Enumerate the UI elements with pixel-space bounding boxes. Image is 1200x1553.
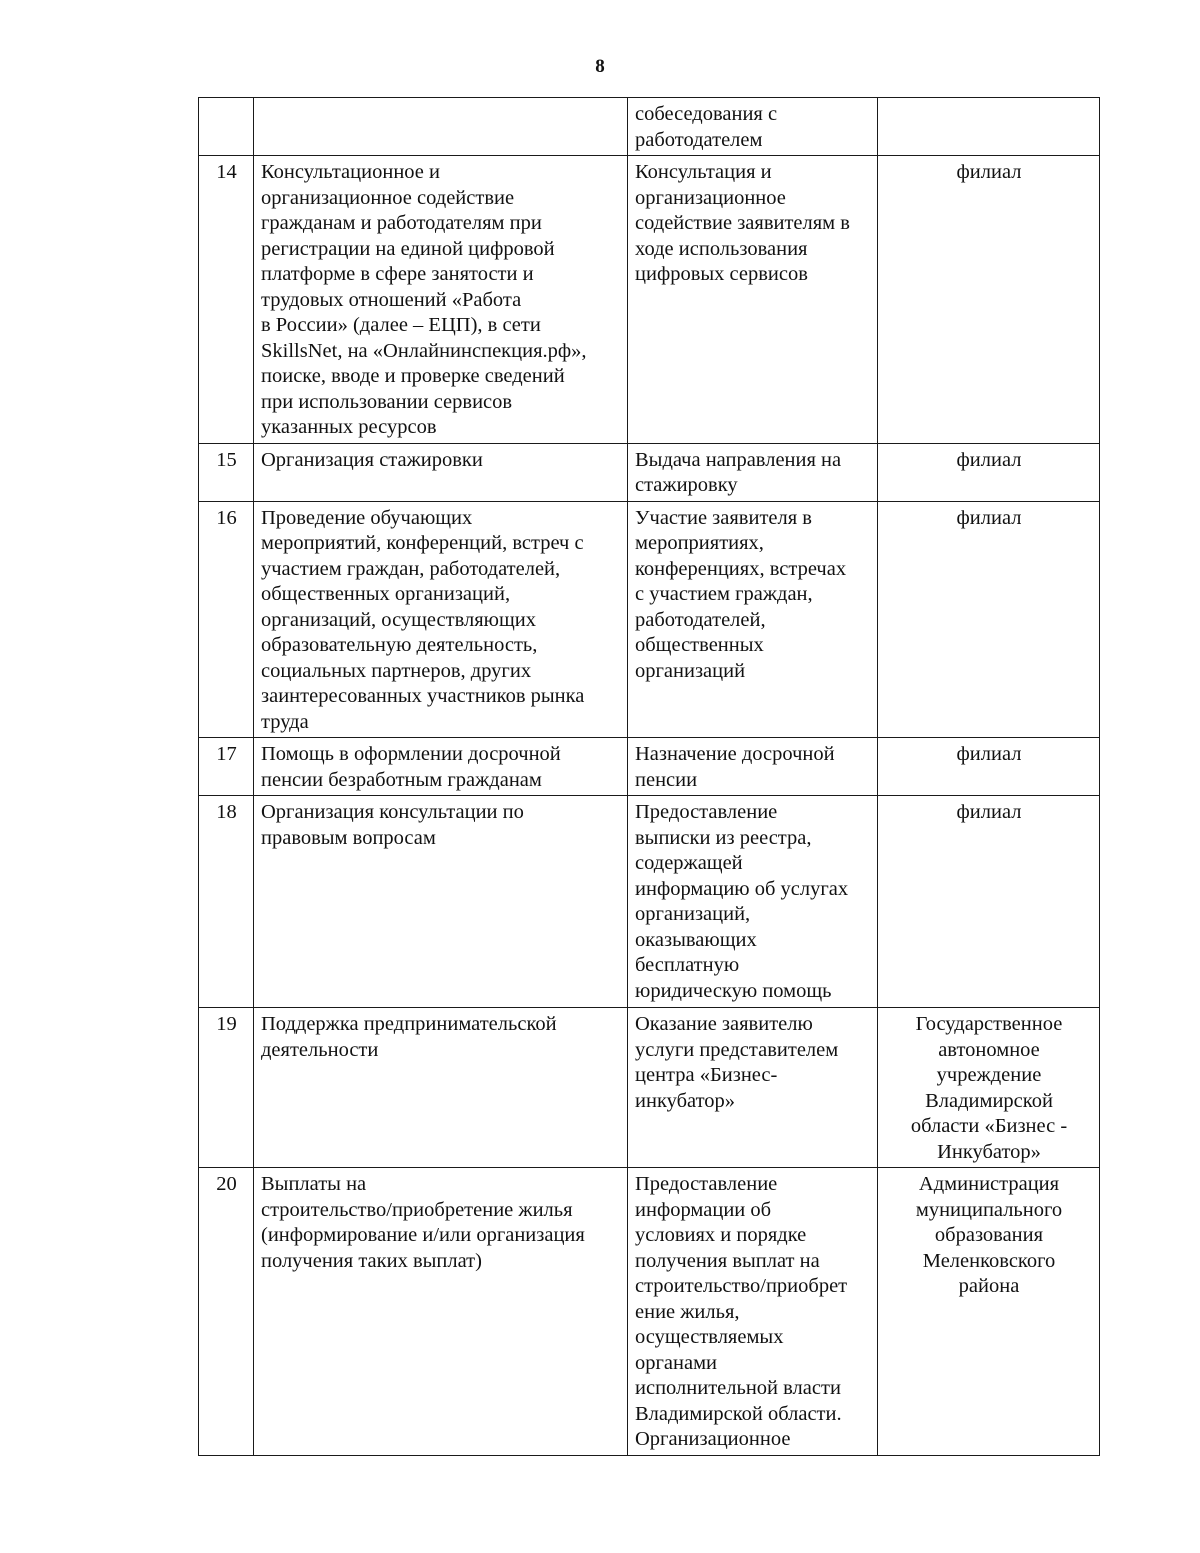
service-result-cell: Консультация и организационное содействие заявителям в ходе использования цифровых сервисов <box>628 156 878 444</box>
service-name-cell: Консультационное и организационное содействие гражданам и работодателям при регистрации на единой цифровой платформе в сфере занятости и трудовых отношений «Работа в России» (далее – ЕЦП), в сети SkillsNet, на «Онлайнинспекция.рф», поиске, вводе и проверке сведений при использовании сервисов указанных ресурсов <box>254 156 628 444</box>
service-name-cell: Организация консультации по правовым вопросам <box>254 796 628 1008</box>
row-number-cell: 16 <box>199 501 254 738</box>
provider-cell: филиал <box>878 501 1100 738</box>
service-result-cell: Предоставление выписки из реестра, содержащей информацию об услугах организаций, оказывающих бесплатную юридическую помощь <box>628 796 878 1008</box>
table-row <box>199 98 1100 156</box>
services-table <box>198 97 1100 1456</box>
provider-cell: Государственное автономное учреждение Владимирской области «Бизнес - Инкубатор» <box>878 1008 1100 1168</box>
provider-cell: филиал <box>878 156 1100 444</box>
row-number-cell: 14 <box>199 156 254 444</box>
service-name-cell: Проведение обучающих мероприятий, конференций, встреч с участием граждан, работодателей, общественных организаций, организаций, осуществляющих образовательную деятельность, социальных партнеров, других заинтересованных участников рынка труда <box>254 501 628 738</box>
table-row <box>199 501 1100 738</box>
service-result-cell: собеседования с работодателем <box>628 98 878 156</box>
provider-cell: филиал <box>878 738 1100 796</box>
row-number-cell: 18 <box>199 796 254 1008</box>
row-number-cell: 20 <box>199 1168 254 1456</box>
service-result-cell: Предоставление информации об условиях и порядке получения выплат на строительство/приобрет ение жилья, осуществляемых органами исполнительной власти Владимирской области. Организационное <box>628 1168 878 1456</box>
provider-cell <box>878 98 1100 156</box>
service-name-cell: Организация стажировки <box>254 443 628 501</box>
service-name-cell <box>254 98 628 156</box>
table-row <box>199 443 1100 501</box>
provider-cell: Администрация муниципального образования Меленковского района <box>878 1168 1100 1456</box>
page-number: 8 <box>595 56 605 77</box>
table-row <box>199 1008 1100 1168</box>
service-name-cell: Поддержка предпринимательской деятельности <box>254 1008 628 1168</box>
row-number-cell <box>199 98 254 156</box>
row-number-cell: 19 <box>199 1008 254 1168</box>
service-result-cell: Назначение досрочной пенсии <box>628 738 878 796</box>
service-result-cell: Выдача направления на стажировку <box>628 443 878 501</box>
row-number-cell: 15 <box>199 443 254 501</box>
service-name-cell: Помощь в оформлении досрочной пенсии безработным гражданам <box>254 738 628 796</box>
service-result-cell: Оказание заявителю услуги представителем центра «Бизнес- инкубатор» <box>628 1008 878 1168</box>
service-result-cell: Участие заявителя в мероприятиях, конференциях, встречах с участием граждан, работодателей, общественных организаций <box>628 501 878 738</box>
table-row <box>199 738 1100 796</box>
row-number-cell: 17 <box>199 738 254 796</box>
service-name-cell: Выплаты на строительство/приобретение жилья (информирование и/или организация получения таких выплат) <box>254 1168 628 1456</box>
provider-cell: филиал <box>878 443 1100 501</box>
table-row <box>199 156 1100 444</box>
table-row <box>199 796 1100 1008</box>
table-row <box>199 1168 1100 1456</box>
provider-cell: филиал <box>878 796 1100 1008</box>
